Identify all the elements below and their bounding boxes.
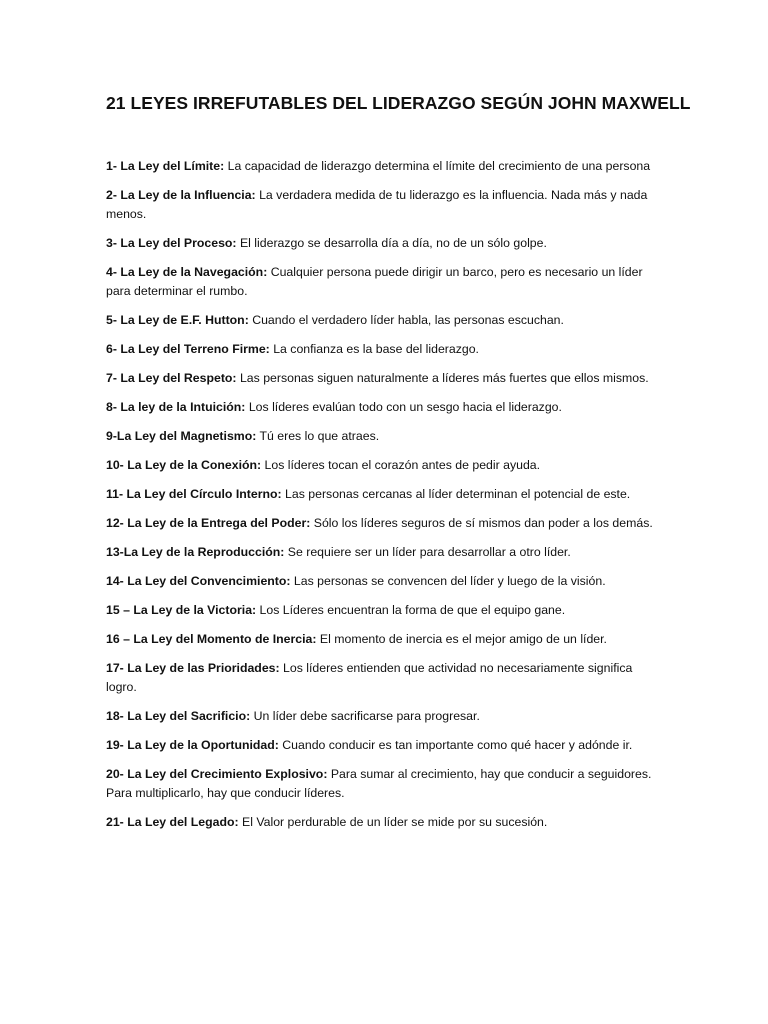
law-name: 16 – La Ley del Momento de Inercia: bbox=[106, 632, 317, 646]
law-name: 10- La Ley de la Conexión: bbox=[106, 458, 262, 472]
law-item bbox=[106, 456, 666, 475]
law-description: Sólo los líderes seguros de sí mismos dan poder a los demás. bbox=[310, 516, 653, 530]
law-item bbox=[106, 765, 666, 803]
law-description: Los líderes entienden que actividad no necesariamente significa logro. bbox=[106, 661, 633, 694]
law-name: 8- La ley de la Intuición: bbox=[106, 400, 246, 414]
law-item bbox=[106, 427, 666, 446]
law-item bbox=[106, 572, 666, 591]
law-description: El momento de inercia es el mejor amigo de un líder. bbox=[316, 632, 607, 646]
law-name: 9-La Ley del Magnetismo: bbox=[106, 429, 257, 443]
law-name: 14- La Ley del Convencimiento: bbox=[106, 574, 291, 588]
law-description: Cualquier persona puede dirigir un barco, pero es necesario un líder para determinar el rumbo. bbox=[106, 265, 643, 298]
document-title: 21 LEYES IRREFUTABLES DEL LIDERAZGO SEGÚN JOHN MAXWELL bbox=[106, 93, 691, 113]
law-item bbox=[106, 186, 666, 224]
law-name: 4- La Ley de la Navegación: bbox=[106, 265, 268, 279]
law-item bbox=[106, 630, 666, 649]
law-name: 6- La Ley del Terreno Firme: bbox=[106, 342, 270, 356]
law-name: 13-La Ley de la Reproducción: bbox=[106, 545, 285, 559]
law-item bbox=[106, 369, 666, 388]
law-description: La confianza es la base del liderazgo. bbox=[269, 342, 479, 356]
law-description: Cuando conducir es tan importante como qué hacer y adónde ir. bbox=[278, 738, 633, 752]
law-name: 1- La Ley del Límite: bbox=[106, 159, 225, 173]
law-name: 21- La Ley del Legado: bbox=[106, 815, 239, 829]
law-item bbox=[106, 398, 666, 417]
law-name: 5- La Ley de E.F. Hutton: bbox=[106, 313, 249, 327]
law-item bbox=[106, 157, 666, 176]
law-name: 20- La Ley del Crecimiento Explosivo: bbox=[106, 767, 328, 781]
laws-list bbox=[106, 157, 666, 842]
law-name: 3- La Ley del Proceso: bbox=[106, 236, 237, 250]
law-item bbox=[106, 543, 666, 562]
law-item bbox=[106, 263, 666, 301]
law-item bbox=[106, 311, 666, 330]
law-name: 17- La Ley de las Prioridades: bbox=[106, 661, 280, 675]
law-description: Las personas siguen naturalmente a líderes más fuertes que ellos mismos. bbox=[236, 371, 649, 385]
law-description: El liderazgo se desarrolla día a día, no de un sólo golpe. bbox=[236, 236, 547, 250]
law-description: Los Líderes encuentran la forma de que el equipo gane. bbox=[256, 603, 566, 617]
law-item bbox=[106, 707, 666, 726]
law-name: 15 – La Ley de la Victoria: bbox=[106, 603, 257, 617]
law-item bbox=[106, 514, 666, 533]
law-description: Se requiere ser un líder para desarrollar a otro líder. bbox=[284, 545, 571, 559]
law-item bbox=[106, 340, 666, 359]
law-description: Tú eres lo que atraes. bbox=[256, 429, 380, 443]
law-description: Los líderes evalúan todo con un sesgo hacia el liderazgo. bbox=[245, 400, 562, 414]
law-name: 18- La Ley del Sacrificio: bbox=[106, 709, 251, 723]
law-description: Los líderes tocan el corazón antes de pedir ayuda. bbox=[261, 458, 541, 472]
law-item bbox=[106, 601, 666, 620]
law-item bbox=[106, 485, 666, 504]
law-description: La verdadera medida de tu liderazgo es la influencia. Nada más y nada menos. bbox=[106, 188, 648, 221]
law-name: 2- La Ley de la Influencia: bbox=[106, 188, 256, 202]
law-item bbox=[106, 659, 666, 697]
law-name: 7- La Ley del Respeto: bbox=[106, 371, 237, 385]
law-item bbox=[106, 813, 666, 832]
law-description: Para sumar al crecimiento, hay que conducir a seguidores. Para multiplicarlo, hay que conducir líderes. bbox=[106, 767, 652, 800]
law-description: El Valor perdurable de un líder se mide por su sucesión. bbox=[238, 815, 548, 829]
law-item bbox=[106, 234, 666, 253]
law-description: Un líder debe sacrificarse para progresar. bbox=[250, 709, 480, 723]
law-description: Las personas se convencen del líder y luego de la visión. bbox=[290, 574, 606, 588]
law-description: Cuando el verdadero líder habla, las personas escuchan. bbox=[248, 313, 564, 327]
law-name: 19- La Ley de la Oportunidad: bbox=[106, 738, 279, 752]
law-name: 12- La Ley de la Entrega del Poder: bbox=[106, 516, 311, 530]
law-name: 11- La Ley del Círculo Interno: bbox=[106, 487, 282, 501]
law-description: La capacidad de liderazgo determina el límite del crecimiento de una persona bbox=[224, 159, 651, 173]
law-description: Las personas cercanas al líder determinan el potencial de este. bbox=[281, 487, 631, 501]
law-item bbox=[106, 736, 666, 755]
